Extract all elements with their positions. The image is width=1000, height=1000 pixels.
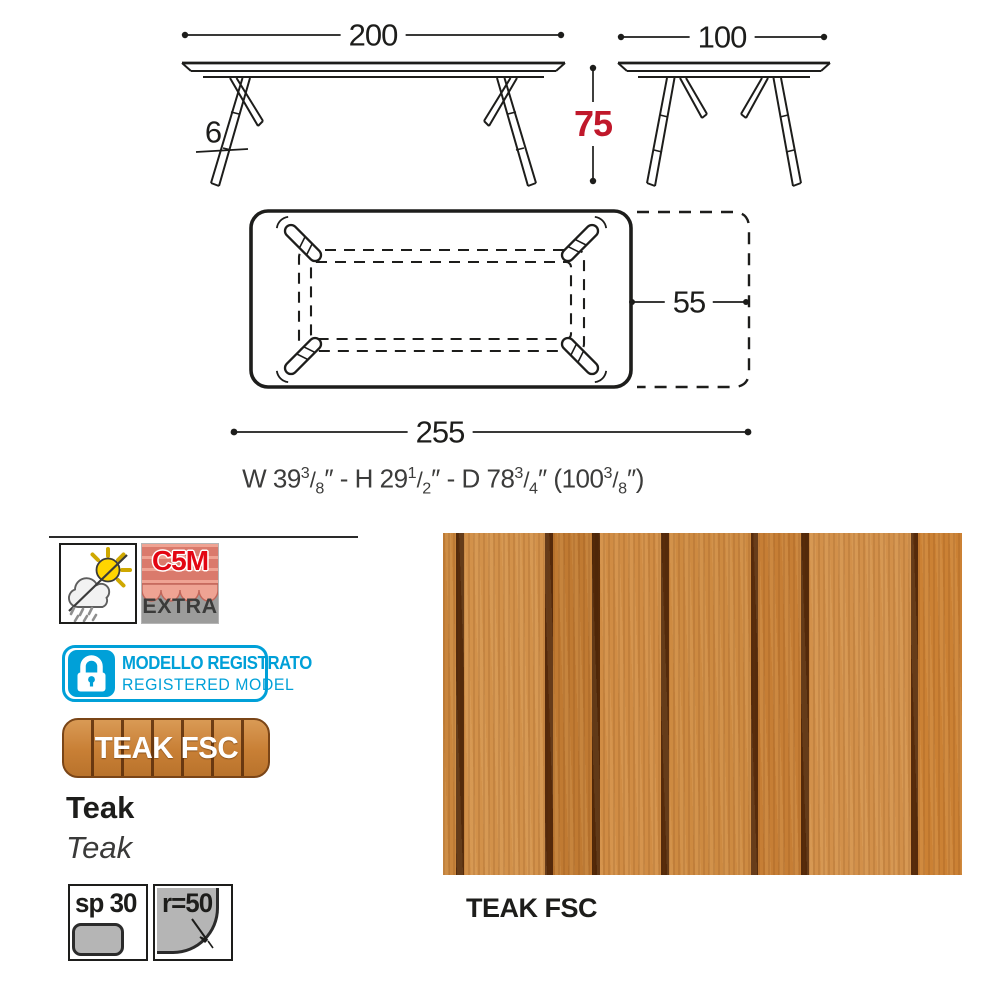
- teak-fsc-badge-label: TEAK FSC: [94, 730, 238, 765]
- fraction: $^1/_2$: [407, 463, 432, 498]
- radius-arrow-icon: [155, 886, 231, 959]
- registered-line-en: REGISTERED MODEL: [122, 675, 295, 694]
- thickness-label: sp 30: [75, 888, 137, 918]
- outdoor-use-badge: [59, 543, 137, 624]
- registered-line-it: MODELLO REGISTRATO: [122, 653, 312, 673]
- imperial-ext: ″ (100: [537, 463, 604, 494]
- dim-extension-depth: 55: [665, 287, 713, 318]
- imperial-h: ″ - H 29: [324, 463, 408, 494]
- dim-side-depth: 100: [690, 22, 755, 53]
- material-name-translated: Teak: [66, 830, 133, 865]
- dim-front-width: 200: [341, 20, 406, 51]
- radius-label: r=50: [162, 888, 213, 918]
- front-view: [182, 63, 565, 186]
- imperial-d: ″ - D 78: [431, 463, 515, 494]
- imperial-dimensions: [242, 463, 644, 498]
- extra-label: EXTRA: [142, 595, 218, 618]
- imperial-close: ″): [627, 463, 644, 494]
- fraction: $^3/_8$: [300, 463, 325, 498]
- dim-height: 75: [568, 102, 618, 146]
- material-name: Teak: [66, 790, 135, 825]
- side-view: [618, 63, 830, 186]
- fraction: $^3/_4$: [514, 463, 538, 498]
- teak-wood-swatch: [443, 533, 962, 875]
- sun-cloud-rain-icon: [61, 545, 135, 622]
- lock-tile: [68, 650, 115, 697]
- dim-leg-thickness: 6: [204, 114, 222, 150]
- dim-total-length: 255: [408, 417, 473, 448]
- c5m-extra-badge: [141, 543, 219, 624]
- swatch-caption: TEAK FSC: [466, 893, 597, 923]
- slab-thickness-icon: [72, 923, 124, 956]
- fraction: $^3/_8$: [603, 463, 628, 498]
- c5m-label: C5M: [151, 545, 209, 576]
- registered-model-badge: [62, 645, 312, 702]
- divider: [49, 536, 358, 538]
- imperial-w: W 39: [242, 463, 301, 494]
- padlock-icon: [68, 650, 115, 697]
- teak-fsc-badge: [62, 718, 270, 778]
- thickness-spec-box: [68, 884, 148, 961]
- radius-spec-box: [153, 884, 233, 961]
